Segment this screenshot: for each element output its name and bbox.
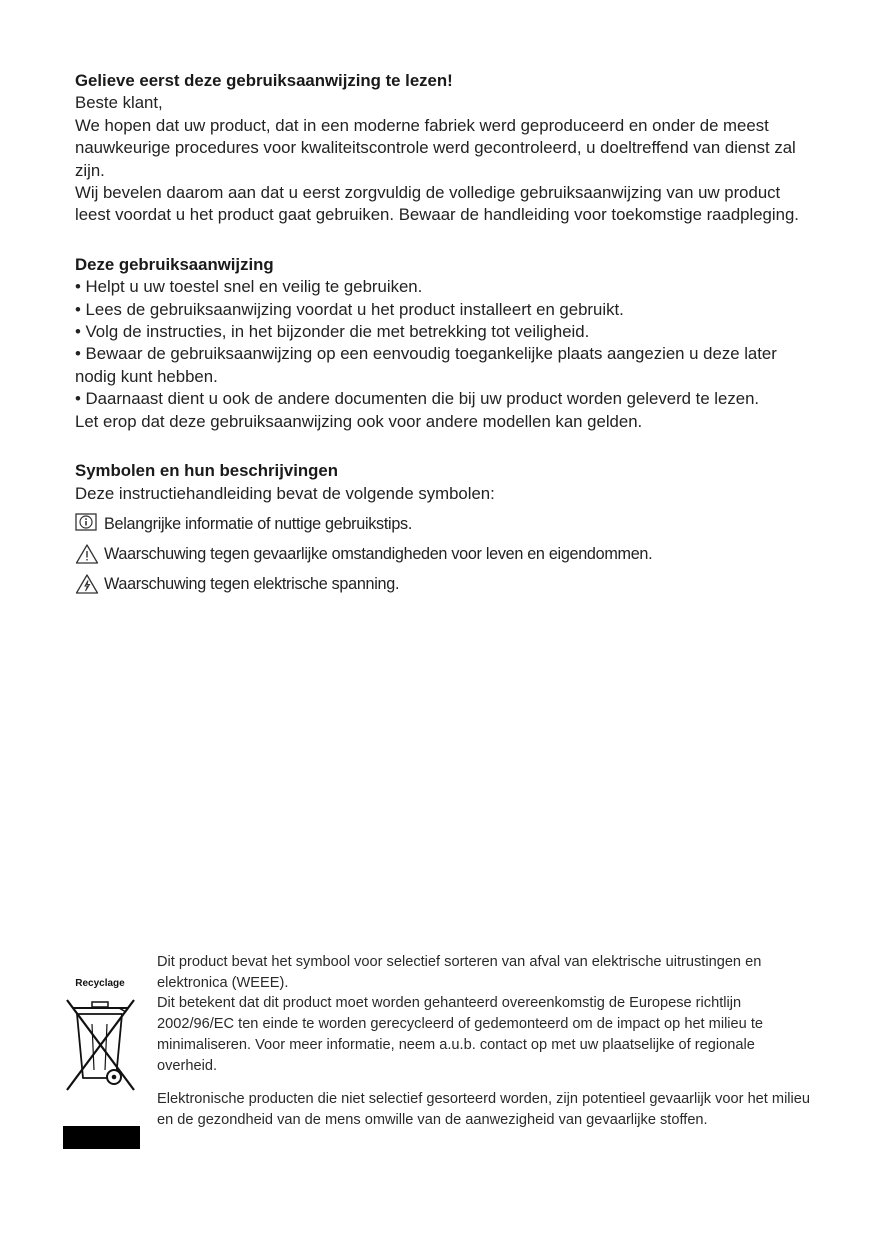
symbol-text: Waarschuwing tegen gevaarlijke omstandigheden voor leven en eigendommen. [104, 544, 653, 563]
manual-bullet: • Bewaar de gebruiksaanwijzing op een eenvoudig toegankelijke plaats aangezien u deze later nodig kunt hebben. [75, 344, 777, 386]
intro-paragraph-1: We hopen dat uw product, dat in een moderne fabriek werd geproduceerd en onder de meest nauwkeurige procedures voor kwaliteitscontrole werd gecontroleerd, u doeltreffend van dienst zal zijn. [75, 115, 796, 180]
symbol-item-info [75, 509, 805, 539]
symbol-item-electric [75, 569, 805, 599]
symbol-item-warning [75, 539, 805, 569]
symbols-heading: Symbolen en hun beschrijvingen [75, 461, 338, 481]
weee-paragraph-3: Elektronische producten die niet selectief gesorteerd worden, zijn potentieel gevaarlijk voor het milieu en de gezondheid van de mens omwille van de aanwezigheid van gevaarlijke stoffen. [157, 1091, 811, 1128]
manual-bullet: • Lees de gebruiksaanwijzing voordat u het product installeert en gebruikt. [75, 299, 624, 319]
warning-icon [75, 543, 99, 565]
weee-paragraph-2: Dit betekent dat dit product moet worden gehanteerd overeenkomstig de Europese richtlijn 2002/96/EC ten einde te worden gerecycleerd of gedemonteerd om de impact op het milieu te minimaliseren. Voor meer informatie, neem a.u.b. contact op met uw plaatselijke of regionale overheid. [157, 995, 764, 1074]
electric-warning-icon [75, 573, 99, 595]
intro-heading: Gelieve eerst deze gebruiksaanwijzing te lezen! [75, 71, 453, 90]
recycle-label: Recyclage [75, 978, 125, 989]
manual-bullet: • Volg de instructies, in het bijzonder die met betrekking tot veiligheid. [75, 322, 590, 342]
weee-paragraph-1: Dit product bevat het symbool voor selectief sorteren van afval van elektrische uitrustingen en elektronica (WEEE). [157, 954, 762, 991]
recycle-logo [62, 978, 142, 989]
symbol-text: Belangrijke informatie of nuttige gebruikstips. [104, 514, 413, 533]
weee-text [157, 952, 817, 1131]
main-content [75, 70, 805, 599]
greeting: Beste klant, [75, 93, 163, 113]
manual-bullet: • Daarnaast dient u ook de andere documenten die bij uw product worden geleverd te lezen. [75, 389, 760, 409]
manual-note: Let erop dat deze gebruiksaanwijzing ook voor andere modellen kan gelden. [75, 411, 643, 431]
crossed-out-bin-icon [64, 992, 138, 1112]
manual-heading: Deze gebruiksaanwijzing [75, 254, 274, 274]
symbol-text: Waarschuwing tegen elektrische spanning. [104, 574, 400, 593]
intro-paragraph-2: Wij bevelen daarom aan dat u eerst zorgvuldig de volledige gebruiksaanwijzing van uw product leest voordat u het product gaat gebruiken. Bewaar de handleiding voor toekomstige raadpleging. [75, 183, 799, 225]
manual-bullet: • Helpt u uw toestel snel en veilig te gebruiken. [75, 277, 423, 297]
info-icon [75, 513, 99, 535]
symbols-intro: Deze instructiehandleiding bevat de volgende symbolen: [75, 483, 495, 503]
weee-black-bar [63, 1126, 140, 1149]
